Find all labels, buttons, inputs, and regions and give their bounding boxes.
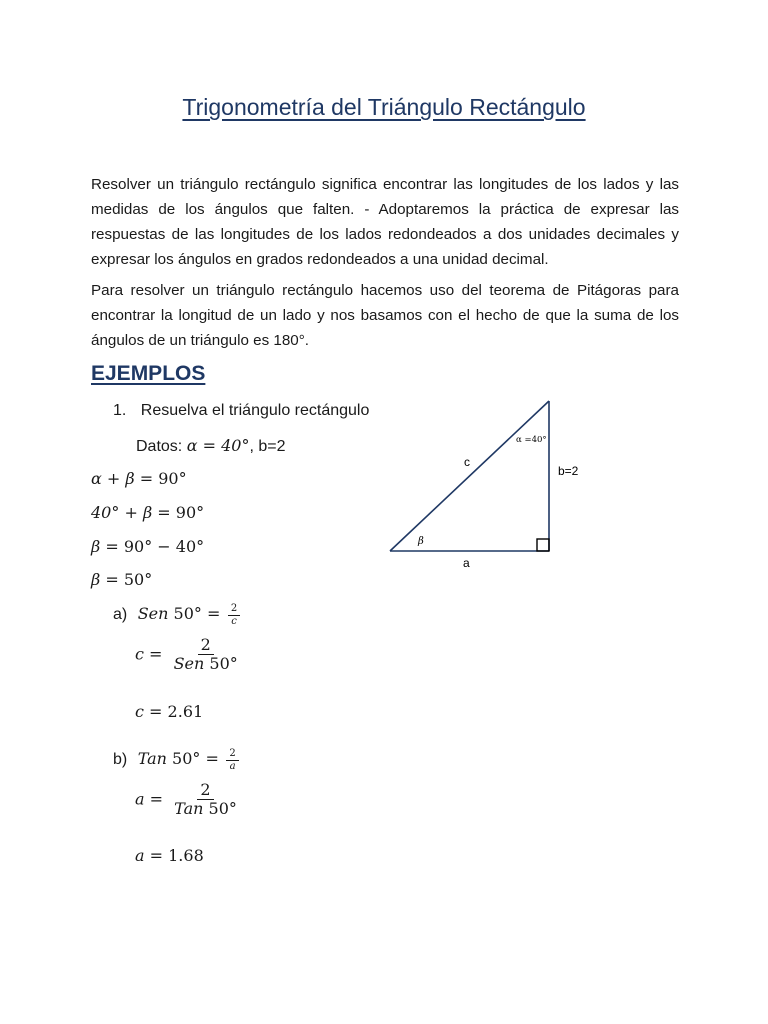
part-a-var: c [135, 644, 144, 664]
datos-alpha: α = 40° [186, 436, 250, 455]
part-b-frac-num: 2 [226, 748, 238, 761]
part-a-result-value: = 2.61 [143, 702, 204, 721]
label-beta-angle: β [418, 536, 424, 547]
eq1-lhs: α + β [91, 469, 135, 488]
label-a: a [463, 556, 470, 570]
part-b-label: b) [113, 751, 128, 769]
part-a-label: a) [113, 606, 128, 624]
eq3-lhs: β [91, 537, 101, 556]
datos-b: , b=2 [249, 438, 286, 455]
pythagoras-paragraph: Para resolver un triángulo rectángulo hacemos uso del teorema de Pitágoras para encontrar la longitud de un lado y nos basamos con el hecho de que la suma de los ángulos de un triángulo es 180°. [91, 282, 679, 349]
part-a-func: Sen [137, 604, 169, 624]
part-a-frac-den: c [231, 615, 237, 627]
part-b-big-den-angle: 50° [203, 799, 237, 819]
part-b-result-value: = 1.68 [144, 846, 204, 865]
part-a-result-var: c [135, 702, 144, 721]
label-b: b=2 [558, 464, 579, 478]
eq4-lhs: β [91, 570, 101, 589]
part-a-big-den-func: Sen [173, 654, 205, 674]
part-a-big-num: 2 [198, 636, 214, 655]
part-a-big-den-angle: 50° [204, 654, 238, 674]
hypotenuse-c [390, 401, 549, 551]
example-number: 1. [113, 402, 127, 419]
part-b-result-var: a [135, 846, 145, 865]
eq1-rhs: = 90° [139, 469, 187, 488]
part-a-angle: 50° = [168, 604, 221, 624]
part-b-angle: 50° = [166, 749, 219, 769]
eq4-rhs: = 50° [105, 570, 153, 589]
triangle-lines [390, 401, 549, 551]
page-title: Trigonometría del Triángulo Rectángulo [182, 94, 586, 120]
eq3-rhs: = 90° − 40° [105, 537, 205, 556]
part-b-eq: = [144, 789, 164, 809]
eq2-rhs: = 90° [157, 503, 205, 522]
section-heading: EJEMPLOS [91, 362, 206, 385]
right-angle-marker [537, 539, 549, 551]
part-a-eq: = [143, 644, 163, 664]
eq2-lhs: 40° + β [91, 503, 153, 522]
example-statement: Resuelva el triángulo rectángulo [140, 402, 370, 419]
label-alpha-angle: α =40° [516, 435, 547, 445]
part-b-var: a [135, 789, 145, 809]
part-a-frac-num: 2 [228, 603, 240, 616]
part-b-big-num: 2 [197, 781, 213, 800]
part-b-big-den-func: Tan [174, 799, 204, 819]
label-c: c [464, 455, 470, 469]
part-b-func: Tan [137, 749, 167, 769]
intro-paragraph: Resolver un triángulo rectángulo significa encontrar las longitudes de los lados y las medidas de los ángulos que falten. - Adoptaremos la práctica de expresar las respuestas de las longitudes de los lados redondeados a dos unidades decimales y expresar los ángulos en grados redondeados a una unidad decimal. [91, 176, 679, 268]
datos-label: Datos: [136, 438, 183, 455]
part-b-frac-den: a [229, 760, 236, 772]
